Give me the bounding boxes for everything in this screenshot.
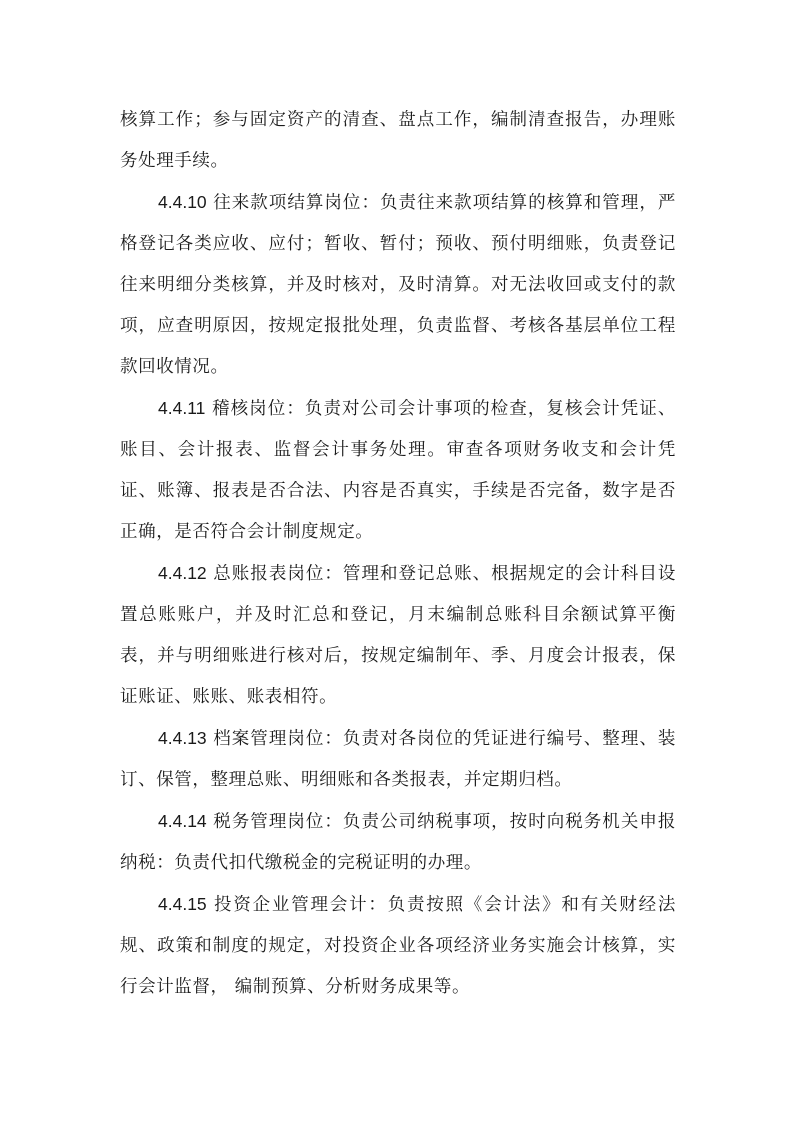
paragraph-text: 稽核岗位：负责对公司会计事项的检查，复核会计凭证、账目、会计报表、监督会计事务处理。审查各项财务收支和会计凭证、账簿、报表是否合法、内容是否真实，手续是否完备，数字是否正确，是否符合会计制度规定。 (120, 399, 676, 542)
paragraph-4-4-12 (120, 553, 676, 718)
paragraph-4-4-13 (120, 718, 676, 801)
section-number: 4.4.14 (158, 811, 207, 831)
paragraph-text: 总账报表岗位：管理和登记总账、根据规定的会计科目设置总账账户，并及时汇总和登记，月末编制总账科目余额试算平衡表，并与明细账进行核对后，按规定编制年、季、月度会计报表，保证账证、账账、账表相符。 (120, 564, 676, 707)
section-number: 4.4.10 (158, 192, 207, 212)
section-number: 4.4.13 (158, 728, 207, 748)
paragraph-text: 档案管理岗位：负责对各岗位的凭证进行编号、整理、装订、保管，整理总账、明细账和各类报表，并定期归档。 (120, 729, 676, 790)
paragraph-text: 税务管理岗位：负责公司纳税事项，按时向税务机关申报纳税：负责代扣代缴税金的完税证明的办理。 (120, 812, 676, 873)
document-page (120, 100, 676, 1008)
section-number: 4.4.11 (158, 398, 206, 418)
section-number: 4.4.15 (158, 894, 207, 914)
paragraph-continuation (120, 100, 676, 182)
paragraph-text: 核算工作；参与固定资产的清查、盘点工作，编制清查报告，办理账务处理手续。 (120, 110, 676, 171)
paragraph-text: 投资企业管理会计：负责按照《会计法》和有关财经法规、政策和制度的规定，对投资企业各项经济业务实施会计核算，实行会计监督， 编制预算、分析财务成果等。 (120, 895, 676, 997)
paragraph-text: 往来款项结算岗位：负责往来款项结算的核算和管理，严格登记各类应收、应付；暂收、暂付；预收、预付明细账，负责登记往来明细分类核算，并及时核对，及时清算。对无法收回或支付的款项，应查明原因，按规定报批处理，负责监督、考核各基层单位工程款回收情况。 (120, 193, 676, 377)
paragraph-4-4-11 (120, 388, 676, 553)
paragraph-4-4-14 (120, 801, 676, 884)
section-number: 4.4.12 (158, 563, 207, 583)
paragraph-4-4-10 (120, 182, 676, 388)
paragraph-4-4-15 (120, 884, 676, 1008)
